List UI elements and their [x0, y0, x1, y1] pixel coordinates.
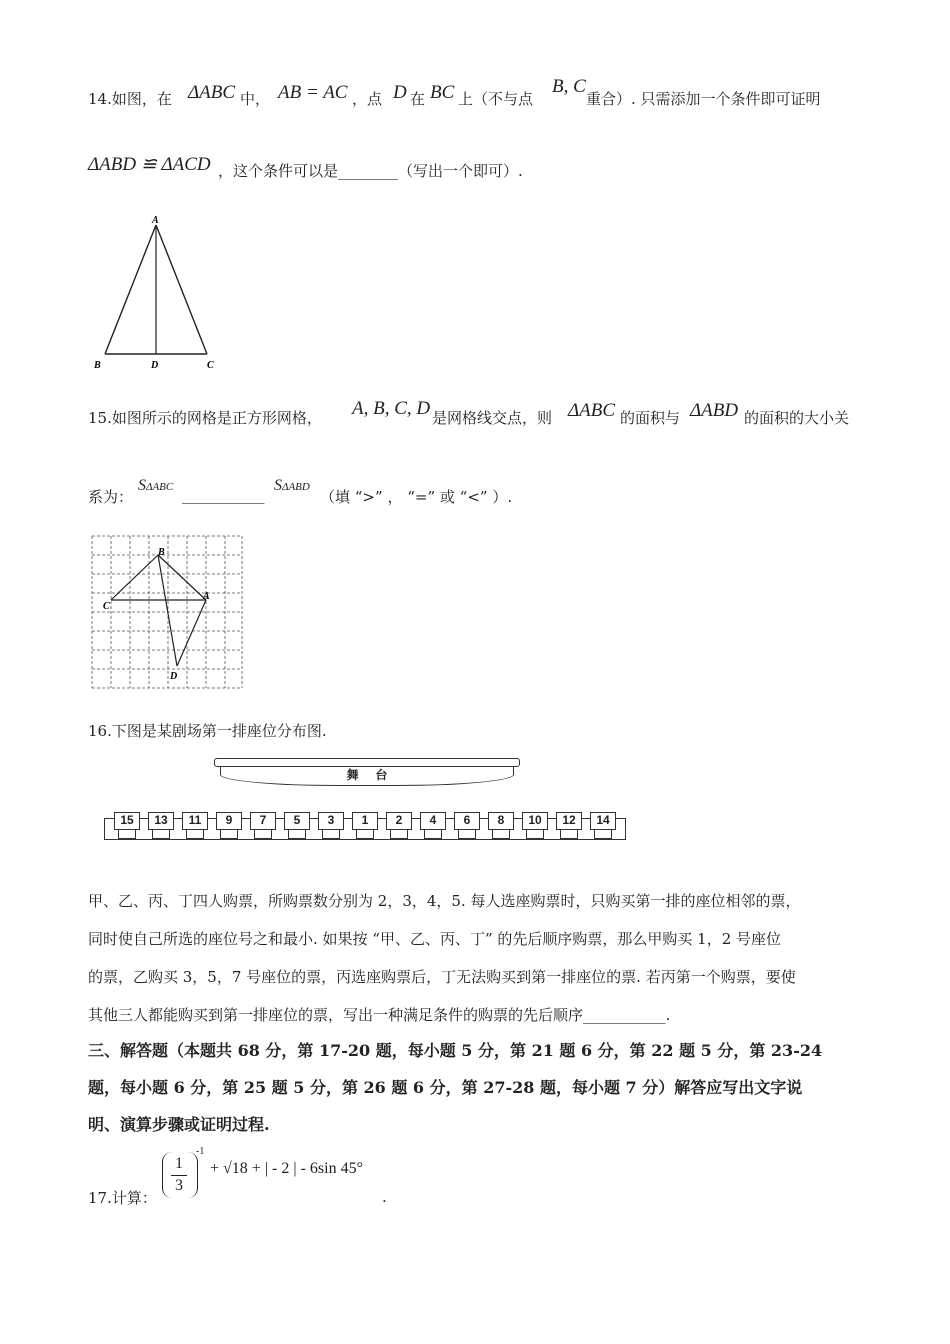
q14-number: 14. — [88, 90, 112, 108]
stage-top-bar — [214, 758, 520, 767]
q15-text-6: （填 “>” ， “=” 或 “<” ）. — [320, 488, 513, 506]
label-a: A — [203, 591, 210, 602]
seat-base — [458, 830, 476, 839]
seat-base — [560, 830, 578, 839]
q15-math-points: A, B, C, D — [352, 398, 431, 419]
q14-text: 如图，在 — [111, 90, 172, 108]
s-letter: S — [274, 477, 282, 494]
q14-math-bc-points: B, C — [552, 76, 586, 97]
seat-6: 6 — [454, 812, 480, 830]
seat-1: 1 — [352, 812, 378, 830]
q16-heading: 16.下图是某剧场第一排座位分布图. — [88, 722, 327, 740]
seat-11: 11 — [182, 812, 208, 830]
seat-14: 14 — [590, 812, 616, 830]
seat-4: 4 — [420, 812, 446, 830]
seat-base — [390, 830, 408, 839]
q17-numerator: 1 — [175, 1155, 183, 1172]
label-b: B — [94, 360, 101, 371]
seat-row — [104, 808, 626, 848]
q14-math-congruence: ΔABD ≌ ΔACD — [88, 154, 211, 175]
q14-text-6: 重合）. 只需添加一个条件即可证明 — [586, 90, 821, 108]
seat-base — [526, 830, 544, 839]
q15-text-3: 的面积与 — [620, 409, 681, 427]
q15-blank: ___________ — [182, 486, 265, 504]
label-a: A — [152, 215, 159, 226]
q17-denominator: 3 — [175, 1177, 183, 1194]
label-c: C — [207, 360, 214, 371]
q15-number: 15. — [88, 409, 112, 427]
q15-math-abd: ΔABD — [690, 400, 739, 421]
section-3-line-3: 明、演算步骤或证明过程. — [88, 1115, 270, 1134]
q14-text-2: 中， — [240, 90, 271, 108]
s-letter: S — [138, 477, 146, 494]
q15-math-abc: ΔABC — [568, 400, 616, 421]
q16-paragraph-1: 甲、乙、丙、丁四人购票，所购票数分别为 2，3，4，5. 每人选座购票时，只购买第一排的座位相邻的票， — [88, 892, 801, 910]
label-d: D — [151, 360, 159, 371]
q15-text: 如图所示的网格是正方形网格， — [111, 409, 322, 427]
seat-base — [220, 830, 238, 839]
q17-fraction-bar — [171, 1175, 187, 1176]
stage — [214, 758, 520, 788]
q15-s2 — [274, 477, 310, 495]
q14-math-bc: BC — [430, 82, 455, 103]
seat-base — [492, 830, 510, 839]
seat-list — [114, 812, 624, 842]
seat-8: 8 — [488, 812, 514, 830]
label-d: D — [170, 671, 178, 682]
stage-label: 舞 台 — [220, 767, 514, 786]
seat-base — [288, 830, 306, 839]
seat-base — [594, 830, 612, 839]
q15-text-5: 系为： — [88, 488, 134, 506]
label-c: C — [103, 601, 110, 612]
seat-5: 5 — [284, 812, 310, 830]
q14-triangle-figure — [88, 212, 223, 374]
q15-line-1 — [88, 407, 322, 428]
seat-15: 15 — [114, 812, 140, 830]
section-3-line-1: 三、解答题（本题共 68 分，第 17-20 题，每小题 5 分，第 21 题 6 分，第 22 题 5 分，第 23-24 — [88, 1041, 823, 1060]
q14-math-equality: AB = AC — [278, 82, 348, 103]
seat-base — [186, 830, 204, 839]
seat-base — [152, 830, 170, 839]
s-subscript: ΔABD — [282, 481, 310, 493]
q14-text-7: ，这个条件可以是________（写出一个即可）. — [218, 162, 523, 180]
q17-period: . — [382, 1188, 387, 1206]
q16-paragraph-3: 的票，乙购买 3，5，7 号座位的票，丙选座购票后，丁无法购买到第一排座位的票. 若丙第一个购票，要使 — [88, 968, 796, 986]
seat-base — [356, 830, 374, 839]
q16-paragraph-4: 其他三人都能购买到第一排座位的票，写出一种满足条件的购票的先后顺序___________. — [88, 1006, 671, 1024]
seat-10: 10 — [522, 812, 548, 830]
q15-s1 — [138, 477, 173, 495]
q14-text-5: 上（不与点 — [458, 90, 534, 108]
seat-base — [118, 830, 136, 839]
seat-base — [254, 830, 272, 839]
q15-text-2: 是网格线交点，则 — [432, 409, 553, 427]
seat-7: 7 — [250, 812, 276, 830]
seat-12: 12 — [556, 812, 582, 830]
side-ab — [105, 225, 156, 354]
label-b: B — [158, 547, 165, 558]
q15-text-4: 的面积的大小关 — [744, 409, 850, 427]
seat-13: 13 — [148, 812, 174, 830]
seat-base — [322, 830, 340, 839]
q17-fraction — [162, 1152, 196, 1200]
seat-3: 3 — [318, 812, 344, 830]
q14-line-1 — [88, 88, 172, 109]
q14-math-triangle: ΔABC — [188, 82, 236, 103]
seat-2: 2 — [386, 812, 412, 830]
q15-grid-figure — [88, 532, 246, 692]
q17-expression: + √18 + | - 2 | - 6sin 45° — [210, 1160, 363, 1177]
seat-base — [424, 830, 442, 839]
figure-lines — [111, 555, 206, 666]
section-3-line-2: 题，每小题 6 分，第 25 题 5 分，第 26 题 6 分，第 27-28 题，每小题 7 分）解答应写出文字说 — [88, 1078, 803, 1097]
q16-paragraph-2: 同时使自己所选的座位号之和最小. 如果按 “甲、乙、丙、丁” 的先后顺序购票，那么甲购买 1，2 号座位 — [88, 930, 782, 948]
q17-exponent: -1 — [196, 1146, 205, 1157]
q14-math-d: D — [393, 82, 407, 103]
q14-text-3: ，点 — [352, 90, 383, 108]
grid-lines — [92, 536, 242, 688]
seat-9: 9 — [216, 812, 242, 830]
q14-text-4: 在 — [410, 90, 426, 108]
q17-label: 17.计算： — [88, 1189, 157, 1207]
s-subscript: ΔABC — [146, 481, 174, 493]
side-ac — [156, 225, 207, 354]
